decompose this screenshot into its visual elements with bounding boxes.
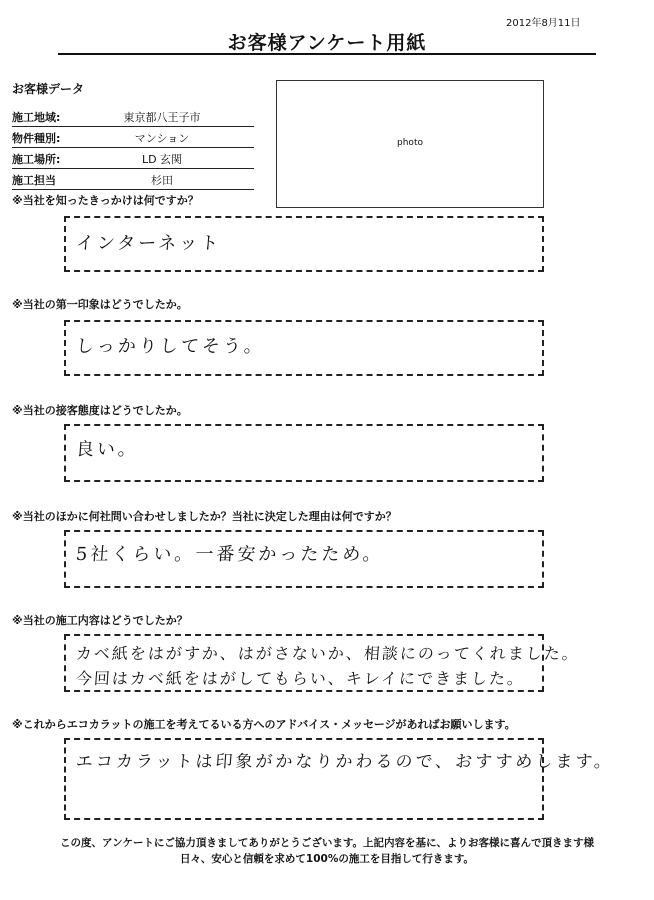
customer-data-table <box>12 106 254 190</box>
data-row-location <box>12 148 254 169</box>
answer-2-line-1: しっかりしてそう。 <box>75 336 266 357</box>
customer-data-heading: お客様データ <box>12 82 85 96</box>
question-3: ※当社の接客態度はどうでしたか。 <box>12 404 188 417</box>
question-5: ※当社の施工内容はどうでしたか？ <box>12 614 188 627</box>
question-6: ※これからエコカラットの施工を考えてるいる方へのアドバイス・メッセージがあればお願いします。 <box>12 718 516 731</box>
data-label: 物件種別: <box>12 132 61 145</box>
answer-4-line-1: 5社くらい。一番安かったため。 <box>75 544 385 565</box>
data-value: マンション <box>134 132 190 145</box>
answer-5-line-2: 今回はカベ紙をはがしてもらい、キレイにできました。 <box>75 669 526 688</box>
footer-line-1: この度、アンケートにご協力頂きましてありがとうございます。上記内容を基に、よりお客様に喜んで頂きます様 <box>59 837 595 849</box>
data-row-property-type <box>12 127 254 148</box>
answer-3-line-1: 良い。 <box>75 439 140 460</box>
data-value: LD 玄関 <box>141 153 183 166</box>
data-label: 施工担当 <box>12 174 56 187</box>
photo-label: photo <box>397 138 423 148</box>
question-4: ※当社のほかに何社問い合わせしましたか？当社に決定した理由は何ですか？ <box>12 510 397 523</box>
data-value: 東京都八王子市 <box>123 111 201 124</box>
question-1: ※当社を知ったきっかけは何ですか？ <box>12 194 199 207</box>
data-label: 施工場所: <box>12 153 61 166</box>
data-row-staff <box>12 169 254 190</box>
title-underline <box>58 53 596 55</box>
data-row-area <box>12 106 254 127</box>
data-value: 杉田 <box>151 174 173 187</box>
answer-1-line-1: インターネット <box>75 233 223 254</box>
data-label: 施工地域: <box>12 111 61 124</box>
answer-5-line-1: カベ紙をはがすか、はがさないか、相談にのってくれました。 <box>75 644 581 663</box>
answer-6-line-1: エコカラットは印象がかなりかわるので、おすすめします。 <box>75 752 615 772</box>
question-2: ※当社の第一印象はどうでしたか。 <box>12 298 188 311</box>
footer-line-2: 日々、安心と信頼を求めて100%の施工を目指して行きます。 <box>179 853 475 865</box>
page-title: お客様アンケート用紙 <box>227 32 427 54</box>
survey-date: 2012年8月11日 <box>506 18 581 29</box>
